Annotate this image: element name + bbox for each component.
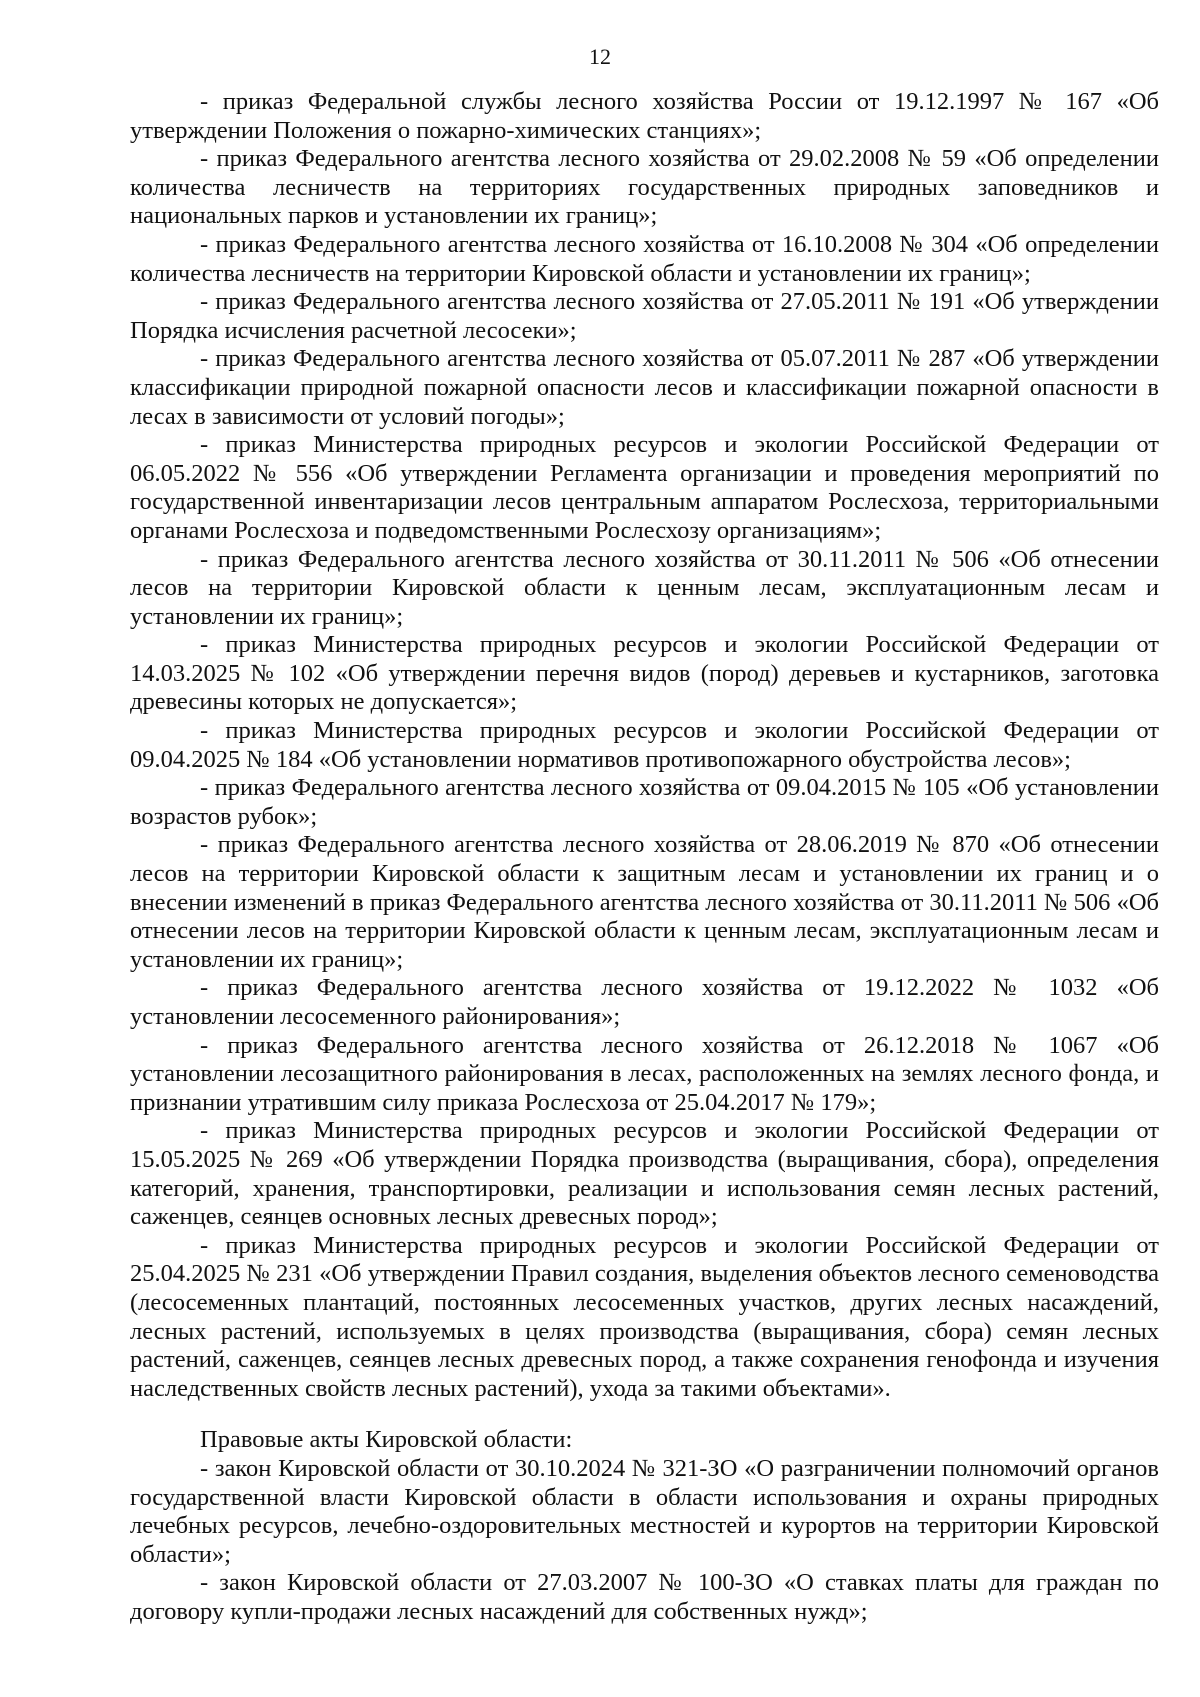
regional-acts-list [130,1455,1159,1627]
federal-act-item: - приказ Федерального агентства лесного хозяйства от 26.12.2018 № 1067 «Об установлении лесозащитного районирования в лесах, расположенных на землях лесного фонда, и признании утратившим силу приказа Рослесхоза от 25.04.2017 № 179»; [130,1031,1159,1116]
federal-act-item: - приказ Федерального агентства лесного хозяйства от 16.10.2008 № 304 «Об определении количества лесничеств на территории Кировской области и установлении их границ»; [130,230,1159,287]
federal-act-item: - приказ Министерства природных ресурсов и экологии Российской Федерации от 14.03.2025 № 102 «Об утверждении перечня видов (пород) деревьев и кустарников, заготовка древесины которых не допускается»; [130,631,1159,716]
federal-act-item: - приказ Федерального агентства лесного хозяйства от 30.11.2011 № 506 «Об отнесении лесов на территории Кировской области к ценным лесам, эксплуатационным лесам и установлении их границ»; [130,545,1159,630]
federal-acts-list [130,88,1159,1403]
regional-act-item: - закон Кировской области от 30.10.2024 № 321-ЗО «О разграничении полномочий органов государственной власти Кировской области в области использования и охраны природных лечебных ресурсов, лечебно-оздоровительных местностей и курортов на территории Кировской области»; [130,1454,1159,1568]
page-number: 12 [589,44,611,69]
federal-act-item: - приказ Министерства природных ресурсов и экологии Российской Федерации от 15.05.2025 № 269 «Об утверждении Порядка производства (выращивания, сбора), определения категорий, хранения, транспортировки, реализации и использования семян лесных растений, саженцев, сеянцев основных лесных древесных пород»; [130,1117,1159,1231]
federal-act-item: - приказ Министерства природных ресурсов и экологии Российской Федерации от 25.04.2025 № 231 «Об утверждении Правил создания, выделения объектов лесного семеноводства (лесосеменных плантаций, постоянных лесосеменных участков, других лесных насаждений, лесных растений, используемых в целях производства (выращивания, сбора) семян лесных растений, саженцев, сеянцев лесных древесных пород, а также сохранения генофонда и изучения наследственных свойств лесных растений), ухода за такими объектами». [130,1231,1159,1402]
federal-act-item: - приказ Министерства природных ресурсов и экологии Российской Федерации от 09.04.2025 № 184 «Об установлении нормативов противопожарного обустройства лесов»; [130,717,1159,773]
federal-act-item: - приказ Федерального агентства лесного хозяйства от 05.07.2011 № 287 «Об утверждении классификации природной пожарной опасности лесов и классификации пожарной опасности в лесах в зависимости от условий погоды»; [130,345,1159,430]
regional-acts-heading: Правовые акты Кировской области: [200,1426,573,1454]
federal-act-item: - приказ Федерального агентства лесного хозяйства от 27.05.2011 № 191 «Об утверждении Порядка исчисления расчетной лесосеки»; [130,288,1159,344]
federal-act-item: - приказ Федерального агентства лесного хозяйства от 09.04.2015 № 105 «Об установлении возрастов рубок»; [130,774,1159,830]
federal-act-item: - приказ Министерства природных ресурсов и экологии Российской Федерации от 06.05.2022 № 556 «Об утверждении Регламента организации и проведения мероприятий по государственной инвентаризации лесов центральным аппаратом Рослесхоза, территориальными органами Рослесхоза и подведомственными Рослесхозу организациям»; [130,431,1159,544]
regional-act-item: - закон Кировской области от 27.03.2007 № 100-ЗО «О ставках платы для граждан по договору купли-продажи лесных насаждений для собственных нужд»; [130,1569,1159,1625]
federal-act-item: - приказ Федерального агентства лесного хозяйства от 28.06.2019 № 870 «Об отнесении лесов на территории Кировской области к защитным лесам и установлении их границ и о внесении изменений в приказ Федерального агентства лесного хозяйства от 30.11.2011 № 506 «Об отнесении лесов на территории Кировской области к ценным лесам, эксплуатационным лесам и установлении их границ»; [130,831,1159,973]
document-body [130,88,1159,1626]
federal-act-item: - приказ Федеральной службы лесного хозяйства России от 19.12.1997 № 167 «Об утверждении Положения о пожарно-химических станциях»; [130,88,1159,144]
federal-act-item: - приказ Федерального агентства лесного хозяйства от 29.02.2008 № 59 «Об определении количества лесничеств на территориях государственных природных заповедников и национальных парков и установлении их границ»; [130,145,1159,230]
federal-act-item: - приказ Федерального агентства лесного хозяйства от 19.12.2022 № 1032 «Об установлении лесосеменного районирования»; [130,974,1159,1030]
